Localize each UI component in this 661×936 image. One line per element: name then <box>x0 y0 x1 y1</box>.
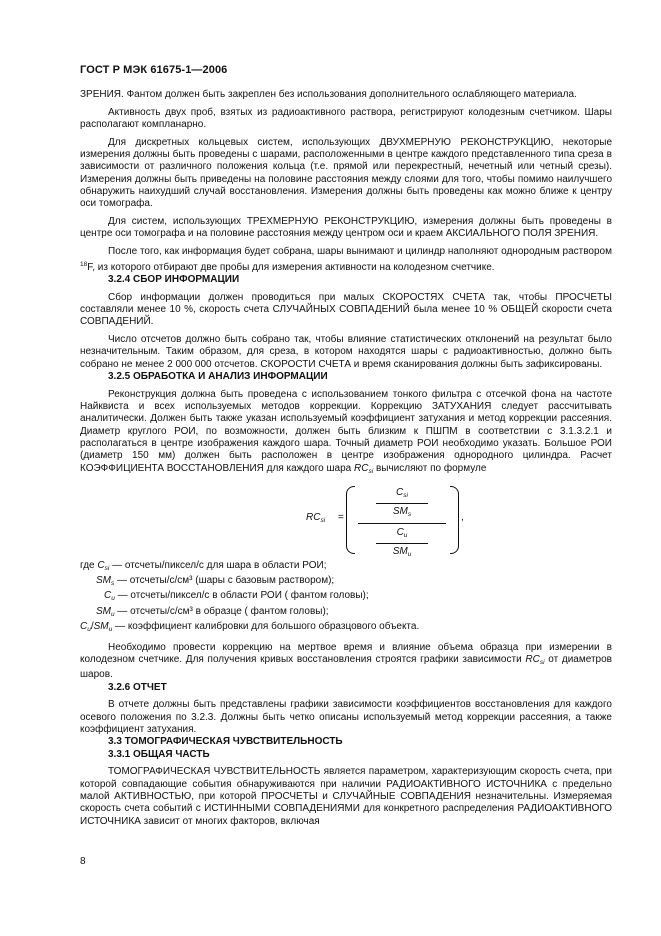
equals-sign: = <box>338 511 344 523</box>
symbol: SM <box>392 545 408 557</box>
left-parenthesis <box>346 486 355 554</box>
document-body <box>80 89 612 828</box>
numerator-bottom <box>358 505 446 521</box>
paragraph: ЗРЕНИЯ. Фантом должен быть закреплен без использования дополнительного ослабляющего материала. <box>80 89 577 100</box>
definition-cu <box>80 590 612 605</box>
text: Реконструкция должна быть проведена с использованием тонкого фильтра с отсечкой фона на частоте Найквиста и всех используемых методов коррекции. Коррекцию ЗАТУХАНИЯ следует рассчитывать аналитически. Должен быть также указан используемый коэффициент затухания и метод коррекции рассеяния. Диаметр круглого РОИ, по возможности, должен быть близким к ПШПМ в соответствии с 3.1.3.2.1 и располагаться в центре изображения каждого шара. Точный диаметр РОИ необходимо указать. Большое РОИ (диаметр 150 мм) должен быть расположен в центре изображения однородного цилиндра. Расчет КОЭФФИЦИЕНТА ВОССТАНОВЛЕНИЯ для каждого шара <box>80 388 612 474</box>
text: от диаметров шаров. <box>80 654 612 681</box>
paragraph <box>80 246 612 274</box>
paragraph: В отчете должны быть представлены графики зависимости коэффициентов восстановления для каждого осевого положения по 3.2.3. Должны быть четко описаны используемый метод коррекции рассеяния, а также коэффициент затухания. <box>80 699 612 736</box>
symbol: C <box>80 621 88 632</box>
paragraph: Для дискретных кольцевых систем, использующих ДВУХМЕРНУЮ РЕКОНСТРУКЦИЮ, некоторые измерения должны быть проведены с шарами, расположенными в центре каждого представленного типа среза в зависимости от различного положения кольца (т.е. прямой или перекрестный, нечетный или четный срезы). Измерения должны быть приведены на половине расстояния между слоями для того, чтобы помимо наилучшего обнаружить наихудший случай восстановления. Измерения должны быть проведены как можно ближе к центру оси томографа. <box>80 136 612 210</box>
text: / <box>90 621 94 632</box>
text: После того, как информация будет собрана, шары вынимают и цилиндр наполняют однородным раствором <box>108 246 612 258</box>
subscript: si <box>104 564 110 572</box>
superscript: 18 <box>80 260 88 268</box>
symbol: C <box>97 559 105 571</box>
section-heading: 3.3.1 ОБЩАЯ ЧАСТЬ <box>108 748 210 760</box>
subscript: u <box>407 550 412 558</box>
text: — отсчеты/пиксел/с в области РОИ ( фантом головы); <box>114 590 369 602</box>
symbol: SM <box>93 621 109 632</box>
fraction-line <box>376 503 428 504</box>
section-heading: 3.2.5 ОБРАБОТКА И АНАЛИЗ ИНФОРМАЦИИ <box>108 370 328 382</box>
subscript: si <box>368 467 374 475</box>
paragraph: Сбор информации должен проводиться при малых СКОРОСТЯХ СЧЕТА так, чтобы ПРОСЧЕТЫ составляли менее 10 %, скорость счета СЛУЧАЙНЫХ СОВПАДЕНИЙ была менее 10 % ОБЩЕЙ скорости счета СОВПАДЕНИЙ. <box>80 291 612 328</box>
definition-smu <box>80 606 612 621</box>
symbol: C <box>396 486 404 498</box>
denominator-top <box>358 526 446 542</box>
section-heading: 3.2.4 СБОР ИНФОРМАЦИИ <box>108 273 240 285</box>
subscript: si <box>539 659 545 667</box>
definition-calibration <box>80 621 612 636</box>
symbol: SM <box>96 575 111 587</box>
section-heading: 3.2.6 ОТЧЕТ <box>108 681 167 693</box>
numerator-top <box>358 486 446 502</box>
subscript: s <box>111 580 115 588</box>
text: — отсчеты/пиксел/с для шара в области РОИ; <box>109 559 327 571</box>
paragraph: Для систем, использующих ТРЕХМЕРНУЮ РЕКОНСТРУКЦИЮ, измерения должны быть проведены в центре оси томографа и на половине расстояния между центром оси и краем АКСИАЛЬНОГО ПОЛЯ ЗРЕНИЯ. <box>80 216 612 240</box>
definition-csi <box>80 560 612 575</box>
subscript: u <box>108 626 113 633</box>
paragraph: ТОМОГРАФИЧЕСКАЯ ЧУВСТВИТЕЛЬНОСТЬ является параметром, характеризующим скорость счета, при которой совпадающие события обнаруживаются при наличии РАДИОАКТИВНОГО ИСТОЧНИКА с предельно малой АКТИВНОСТЬЮ, при которой ПРОСЧЕТЫ и СЛУЧАЙНЫЕ СОВПАДЕНИЯ незначительны. Измеряемая скорость счета событий с ИСТИННЫМИ СОВПАДЕНИЯМИ для конкретного распределения РАДИОАКТИВНОГО ИСТОЧНИКА зависит от многих факторов, включая <box>80 766 612 827</box>
symbol: RC <box>306 511 321 523</box>
text: — отсчеты/с/см³ в образце ( фантом головы); <box>114 605 329 617</box>
page-number: 8 <box>80 856 86 867</box>
paragraph <box>80 389 612 478</box>
subscript: u <box>111 595 115 603</box>
symbol: C <box>396 526 404 538</box>
subscript: si <box>403 491 408 499</box>
subscript: u <box>87 626 91 633</box>
paragraph: Число отсчетов должно быть собрано так, чтобы влияние статистических отклонений на результат было незначительным. Таким образом, для среза, в котором находятся шары с радиоактивностью, должно быть собрано не менее 2 000 000 отсчетов. СКОРОСТИ СЧЕТА и время сканирования должны быть зафиксированы. <box>80 334 612 370</box>
document-header: ГОСТ Р МЭК 61675-1—2006 <box>80 64 228 76</box>
right-parenthesis <box>450 486 459 554</box>
subscript: si <box>320 516 326 524</box>
denominator-bottom <box>358 545 446 561</box>
section-heading: 3.3 ТОМОГРАФИЧЕСКАЯ ЧУВСТВИТЕЛЬНОСТЬ <box>108 736 343 748</box>
symbol: RC <box>354 462 369 474</box>
text: — коэффициент калибровки для большого образцового объекта. <box>112 621 420 632</box>
symbol: C <box>104 590 112 602</box>
text: вычисляют по формуле <box>373 462 487 474</box>
symbol: RC <box>525 654 540 666</box>
subscript: u <box>403 531 408 539</box>
paragraph <box>80 642 612 682</box>
comma: , <box>461 511 464 523</box>
symbol: SM <box>392 505 408 517</box>
subscript: u <box>111 610 115 618</box>
subscript: s <box>407 510 412 518</box>
paragraph: Активность двух проб, взятых из радиоактивного раствора, регистрируют колодезным счетчиком. Шары располагают компланарно. <box>80 106 612 131</box>
definition-sms <box>80 575 612 590</box>
fraction-line <box>376 543 428 544</box>
text: — отсчеты/с/см³ (шары с базовым раствором); <box>114 575 335 587</box>
recovery-coefficient-formula <box>80 484 612 556</box>
text: Необходимо провести коррекцию на мертвое время и влияние объема образца при измерении в колодезном счетчике. Для получения кривых восстановления строятся графики зависимости <box>80 641 612 666</box>
main-fraction-line <box>358 523 446 524</box>
symbol-definitions <box>80 560 612 636</box>
fraction <box>358 486 446 561</box>
symbol: SM <box>96 605 111 617</box>
text: F, из которого отбирают две пробы для измерения активности на колодезном счетчике. <box>87 261 495 273</box>
formula-lhs <box>306 512 325 527</box>
text: где <box>80 559 98 571</box>
